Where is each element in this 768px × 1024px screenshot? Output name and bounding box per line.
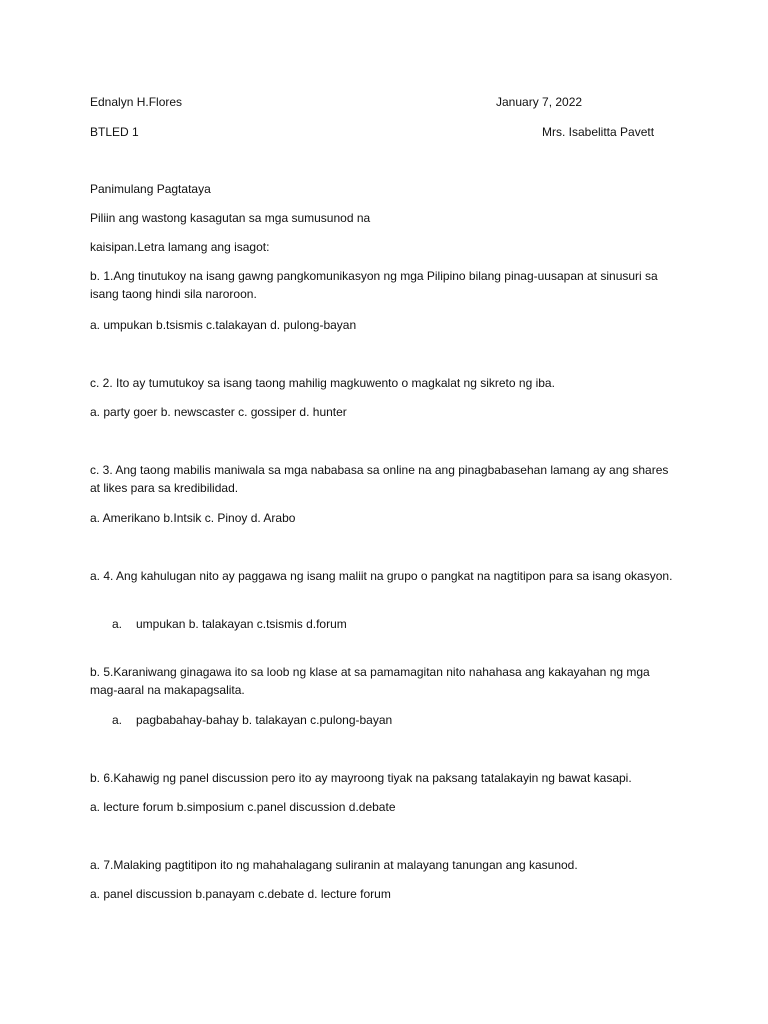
instructions-line-2: kaisipan.Letra lamang ang isagot: bbox=[90, 240, 270, 254]
document-date: January 7, 2022 bbox=[496, 95, 583, 109]
question-5-choices-marker: a. bbox=[112, 713, 123, 727]
teacher-name: Mrs. Isabelitta Pavett bbox=[542, 125, 655, 139]
question-6-choices: a. lecture forum b.simposium c.panel discussion d.debate bbox=[90, 800, 396, 814]
question-1-choices: a. umpukan b.tsismis c.talakayan d. pulong-bayan bbox=[90, 318, 357, 332]
question-3-choices: a. Amerikano b.Intsik c. Pinoy d. Arabo bbox=[90, 511, 296, 525]
question-5-choices-row bbox=[112, 711, 392, 729]
question-2: c. 2. Ito ay tumutukoy sa isang taong mahilig magkuwento o magkalat ng sikreto ng iba. bbox=[90, 376, 555, 390]
question-3: c. 3. Ang taong mabilis maniwala sa mga nababasa sa online na ang pinagbabasehan lamang ay ang shares at likes para sa kredibilidad. bbox=[90, 463, 669, 495]
question-7-choices: a. panel discussion b.panayam c.debate d. lecture forum bbox=[90, 887, 391, 901]
instructions-line-1: Piliin ang wastong kasagutan sa mga sumusunod na bbox=[90, 211, 371, 225]
question-6: b. 6.Kahawig ng panel discussion pero ito ay mayroong tiyak na paksang tatalakayin ng bawat kasapi. bbox=[90, 771, 632, 785]
page-title: Panimulang Pagtataya bbox=[90, 182, 211, 196]
question-7: a. 7.Malaking pagtitipon ito ng mahahalagang suliranin at malayang tanungan ang kasunod. bbox=[90, 858, 578, 872]
question-1: b. 1.Ang tinutukoy na isang gawng pangkomunikasyon ng mga Pilipino bilang pinag-uusapan at sinusuri sa isang taong hindi sila naroroon. bbox=[90, 269, 658, 301]
question-4-choices: umpukan b. talakayan c.tsismis d.forum bbox=[136, 617, 347, 631]
student-name: Ednalyn H.Flores bbox=[90, 95, 183, 109]
question-5-choices: pagbabahay-bahay b. talakayan c.pulong-bayan bbox=[136, 713, 393, 727]
question-4: a. 4. Ang kahulugan nito ay paggawa ng isang maliit na grupo o pangkat na nagtitipon para sa isang okasyon. bbox=[90, 569, 673, 583]
question-5: b. 5.Karaniwang ginagawa ito sa loob ng klase at sa pamamagitan nito nahahasa ang kakayahan ng mga mag-aaral na makapagsalita. bbox=[90, 665, 650, 697]
course-label: BTLED 1 bbox=[90, 125, 139, 139]
question-4-choices-marker: a. bbox=[112, 617, 123, 631]
question-2-choices: a. party goer b. newscaster c. gossiper d. hunter bbox=[90, 405, 347, 419]
question-4-choices-row bbox=[112, 615, 347, 633]
